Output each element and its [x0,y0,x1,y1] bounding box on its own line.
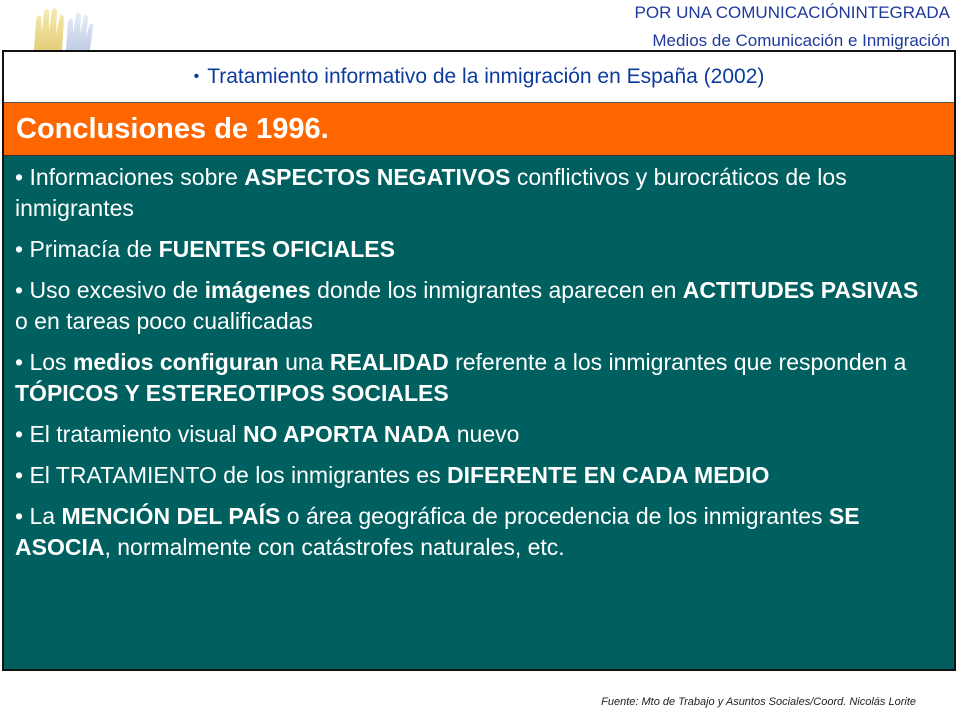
bullet-dot-icon: • [15,421,30,447]
bullet-item [15,347,934,409]
bullet-text: una [278,349,330,375]
bullet-emphasis: imágenes [204,277,311,303]
bullet-item [15,460,934,491]
bullet-text: El TRATAMIENTO de los inmigrantes es [29,462,447,488]
bullet-text: nuevo [450,421,520,447]
bullet-text: Los [29,349,73,375]
bullet-emphasis: SE ASOCIA [15,503,860,560]
bullet-dot-icon: • [15,236,30,262]
bullet-item [15,275,934,337]
subtitle-band [4,52,954,103]
bullet-emphasis: REALIDAD [329,349,449,375]
bullet-dot-icon: • [15,164,30,190]
bullet-dot-icon: • [15,503,30,529]
bullet-text: Primacía de [29,236,159,262]
content-box [2,50,956,671]
header-subtitle: Medios de Comunicación e Inmigración [652,31,950,50]
bullet-dot-icon: • [15,277,30,303]
bullet-emphasis: ASPECTOS NEGATIVOS [244,164,511,190]
header-title: POR UNA COMUNICACIÓNINTEGRADA [634,3,950,22]
bullet-list [4,156,954,671]
bullet-emphasis: FUENTES OFICIALES [158,236,395,262]
bullet-text: o área geográfica de procedencia de los inmigrantes [280,503,829,529]
slide-subtitle: Tratamiento informativo de la inmigración en España (2002) [207,65,765,88]
hands-logo-icon [6,2,116,50]
bullet-text: , normalmente con catástrofes naturales, etc. [104,534,565,560]
bullet-text: referente a los inmigrantes que responden a [448,349,907,375]
section-title-band [4,103,954,156]
bullet-text: o en tareas poco cualificadas [15,308,313,334]
bullet-text: conflictivos y burocráticos de los inmigrantes [15,164,847,221]
bullet-emphasis: MENCIÓN DEL PAÍS [61,503,281,529]
bullet-text: Informaciones sobre [29,164,245,190]
bullet-text: Uso excesivo de [29,277,205,303]
bullet-emphasis: DIFERENTE EN CADA MEDIO [447,462,770,488]
bullet-item [15,162,934,224]
bullet-emphasis: NO APORTA NADA [242,421,451,447]
bullet-text: El tratamiento visual [29,421,243,447]
bullet-dot-icon: • [15,462,30,488]
bullet-item [15,234,934,265]
bullet-text: La [29,503,62,529]
bullet-item [15,419,934,450]
bullet-dot-icon: • [15,349,30,375]
bullet-text: donde los inmigrantes aparecen en [310,277,683,303]
bullet-item [15,501,934,563]
bullet-emphasis: TÓPICOS Y ESTEREOTIPOS SOCIALES [15,380,449,406]
bullet-dot-icon: • [193,68,200,85]
section-title: Conclusiones de 1996. [16,112,329,145]
source-footnote: Fuente: Mto de Trabajo y Asuntos Sociales/Coord. Nicolás Lorite [601,696,916,708]
bullet-emphasis: medios configuran [72,349,279,375]
bullet-emphasis: ACTITUDES PASIVAS [682,277,919,303]
